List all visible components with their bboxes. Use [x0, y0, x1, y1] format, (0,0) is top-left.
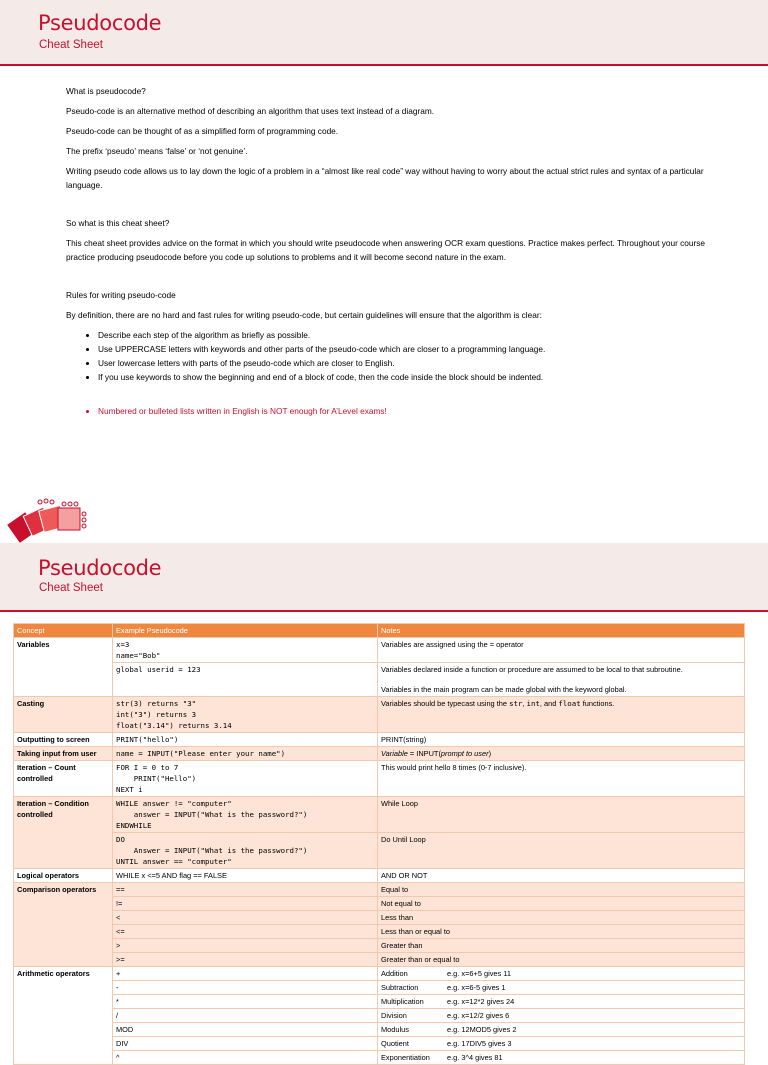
- column-header: Concept: [14, 624, 113, 638]
- table-row: [14, 797, 745, 833]
- example-cell: >: [113, 939, 378, 953]
- notes-cell: While Loop: [378, 797, 745, 833]
- example-cell: name = INPUT("Please enter your name"): [113, 747, 378, 761]
- example-cell: <: [113, 911, 378, 925]
- example-cell: str(3) returns "3" int("3") returns 3 float("3.14") returns 3.14: [113, 697, 378, 733]
- example-cell: global userid = 123: [113, 663, 378, 697]
- example-cell: /: [113, 1009, 378, 1023]
- paragraph: By definition, there are no hard and fast rules for writing pseudo-code, but certain guidelines will ensure that the algorithm is clear:: [66, 310, 542, 320]
- table-row: [14, 663, 745, 697]
- table-row: [14, 967, 745, 981]
- page1-header: [0, 0, 768, 66]
- table-row: [14, 897, 745, 911]
- paragraph: Pseudo-code can be thought of as a simplified form of programming code.: [66, 126, 339, 136]
- notes-cell: AND OR NOT: [378, 869, 745, 883]
- notes-cell: Exponentiation e.g. 3^4 gives 81: [378, 1051, 745, 1065]
- notes-cell: Variable = INPUT(prompt to user): [378, 747, 745, 761]
- example-cell: FOR I = 0 to 7 PRINT("Hello") NEXT i: [113, 761, 378, 797]
- column-header: Example Pseudocode: [113, 624, 378, 638]
- example-cell: *: [113, 995, 378, 1009]
- notes-cell: Not equal to: [378, 897, 745, 911]
- page2-header: [0, 543, 768, 612]
- example-cell: DO Answer = INPUT("What is the password?") UNTIL answer == "computer": [113, 833, 378, 869]
- example-cell: <=: [113, 925, 378, 939]
- example-cell: -: [113, 981, 378, 995]
- notes-cell: Multiplication e.g. x=12*2 gives 24: [378, 995, 745, 1009]
- example-cell: WHILE x <=5 AND flag == FALSE: [113, 869, 378, 883]
- intro-section: [66, 84, 706, 418]
- warning-item: • Numbered or bulleted lists written in English is NOT enough for A’Level exams!: [98, 404, 706, 418]
- page-title: Pseudocode: [38, 556, 162, 580]
- table-row: [14, 1023, 745, 1037]
- heading-cheat-sheet: So what is this cheat sheet?: [66, 218, 170, 228]
- example-cell: !=: [113, 897, 378, 911]
- column-header: Notes: [378, 624, 745, 638]
- notes-cell: Do Until Loop: [378, 833, 745, 869]
- notes-cell: PRINT(string): [378, 733, 745, 747]
- notes-cell: Equal to: [378, 883, 745, 897]
- decorative-squares-icon: [0, 496, 100, 546]
- heading-what-is: What is pseudocode?: [66, 86, 146, 96]
- list-item: • Describe each step of the algorithm as briefly as possible.: [98, 328, 706, 342]
- heading-rules: Rules for writing pseudo-code: [66, 290, 176, 300]
- notes-cell: Variables declared inside a function or procedure are assumed to be local to that subroutine. Variables in the main program can be made global with the keyword global.: [378, 663, 745, 697]
- concept-cell: Casting: [14, 697, 113, 733]
- concept-cell: Taking input from user: [14, 747, 113, 761]
- example-cell: ==: [113, 883, 378, 897]
- notes-cell: Quotient e.g. 17DIV5 gives 3: [378, 1037, 745, 1051]
- concept-cell: Variables: [14, 638, 113, 697]
- list-item: • User lowercase letters with parts of the pseudo-code which are closer to English.: [98, 356, 706, 370]
- notes-cell: Greater than or equal to: [378, 953, 745, 967]
- notes-cell: Addition e.g. x=6+5 gives 11: [378, 967, 745, 981]
- concept-cell: Logical operators: [14, 869, 113, 883]
- concept-cell: Arithmetic operators: [14, 967, 113, 1065]
- table-row: [14, 833, 745, 869]
- table-row: [14, 953, 745, 967]
- table-row: [14, 1051, 745, 1065]
- notes-cell: This would print hello 8 times (0-7 inclusive).: [378, 761, 745, 797]
- example-cell: >=: [113, 953, 378, 967]
- example-cell: PRINT("hello"): [113, 733, 378, 747]
- cheat-sheet-table: [13, 623, 745, 1065]
- concept-cell: Comparison operators: [14, 883, 113, 967]
- notes-cell: Less than: [378, 911, 745, 925]
- concept-cell: Outputting to screen: [14, 733, 113, 747]
- concept-cell: Iteration – Condition controlled: [14, 797, 113, 869]
- table-row: [14, 995, 745, 1009]
- table-row: [14, 911, 745, 925]
- page-title: Pseudocode: [38, 11, 162, 35]
- table-row: [14, 925, 745, 939]
- table-row: [14, 761, 745, 797]
- notes-cell: Subtraction e.g. x=6-5 gives 1: [378, 981, 745, 995]
- notes-cell: Variables are assigned using the = operator: [378, 638, 745, 663]
- paragraph: Pseudo-code is an alternative method of describing an algorithm that uses text instead of a diagram.: [66, 106, 435, 116]
- example-cell: +: [113, 967, 378, 981]
- notes-cell: Greater than: [378, 939, 745, 953]
- example-cell: x=3 name="Bob": [113, 638, 378, 663]
- table-row: [14, 638, 745, 663]
- table-row: [14, 1009, 745, 1023]
- notes-cell: Division e.g. x=12/2 gives 6: [378, 1009, 745, 1023]
- concept-cell: Iteration – Count controlled: [14, 761, 113, 797]
- table-row: [14, 733, 745, 747]
- paragraph: This cheat sheet provides advice on the format in which you should write pseudocode when answering OCR exam questions. Practice makes perfect. Throughout your course practice producing pseudocode before you code up solutions to problems and it will become second nature in the exam.: [66, 238, 706, 262]
- rules-list: [66, 328, 706, 384]
- paragraph: Writing pseudo code allows us to lay down the logic of a problem in a “almost like real code” way without having to worry about the actual strict rules and syntax of a particular language.: [66, 166, 704, 190]
- page-subtitle: Cheat Sheet: [39, 582, 103, 594]
- table-row: [14, 1037, 745, 1051]
- notes-cell: Variables should be typecast using the str, int, and float functions.: [378, 697, 745, 733]
- page-subtitle: Cheat Sheet: [39, 39, 103, 51]
- list-item: • Use UPPERCASE letters with keywords and other parts of the pseudo-code which are closer to a programming language.: [98, 342, 706, 356]
- table-row: [14, 747, 745, 761]
- table-row: [14, 981, 745, 995]
- table-row: [14, 883, 745, 897]
- example-cell: MOD: [113, 1023, 378, 1037]
- example-cell: DIV: [113, 1037, 378, 1051]
- notes-cell: Modulus e.g. 12MOD5 gives 2: [378, 1023, 745, 1037]
- table-row: [14, 697, 745, 733]
- paragraph: The prefix ‘pseudo’ means ‘false’ or ‘not genuine’.: [66, 146, 248, 156]
- table-row: [14, 939, 745, 953]
- notes-cell: Less than or equal to: [378, 925, 745, 939]
- example-cell: WHILE answer != "computer" answer = INPUT("What is the password?") ENDWHILE: [113, 797, 378, 833]
- table-header-row: [14, 624, 745, 638]
- warning-list: [66, 404, 706, 418]
- list-item: • If you use keywords to show the beginning and end of a block of code, then the code inside the block should be indented.: [98, 370, 706, 384]
- example-cell: ^: [113, 1051, 378, 1065]
- table-row: [14, 869, 745, 883]
